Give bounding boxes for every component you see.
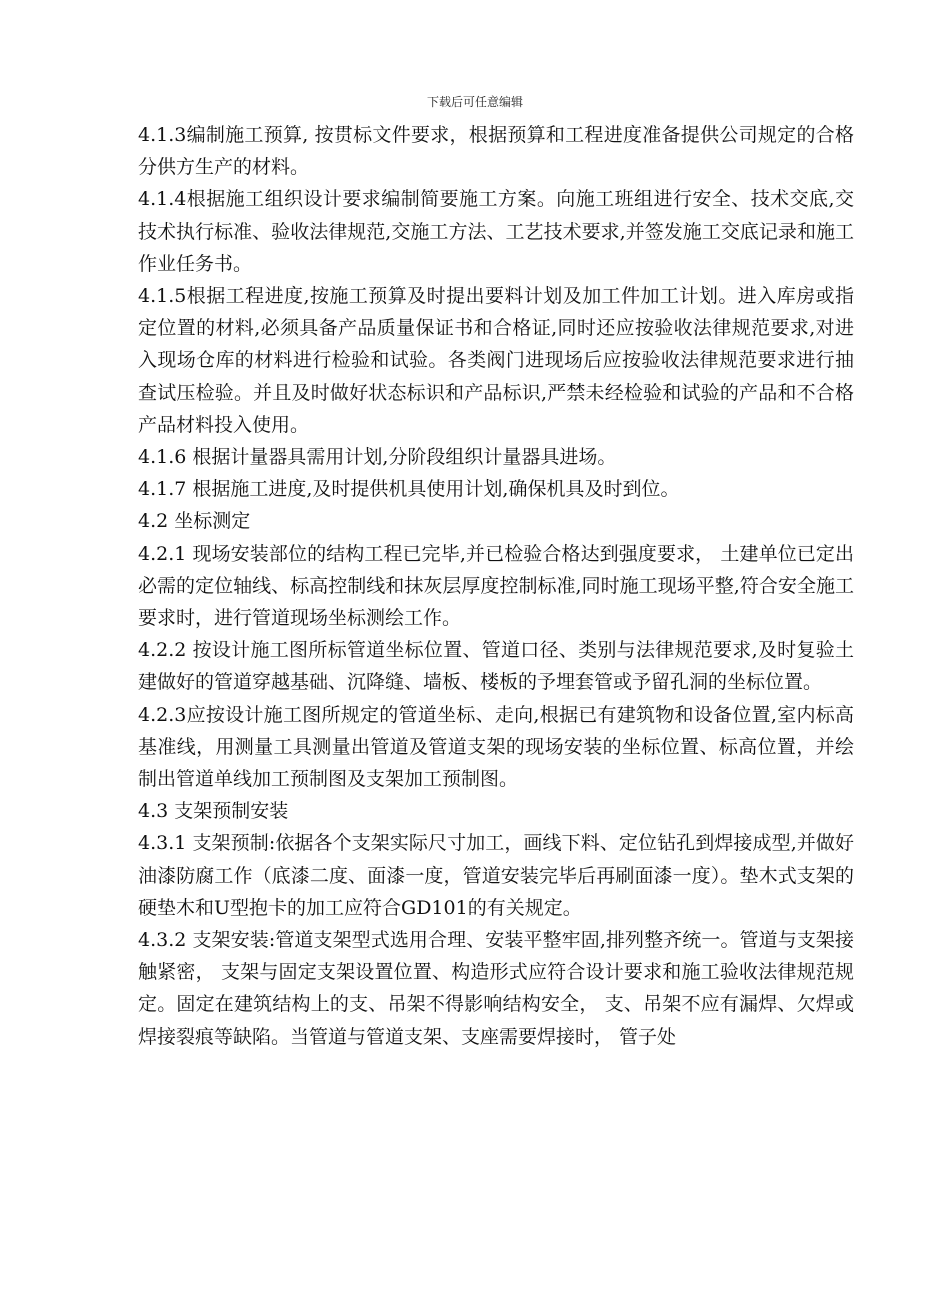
document-body — [138, 119, 854, 1053]
paragraph-4-1-5: 4.1.5根据工程进度,按施工预算及时提出要料计划及加工件加工计划。进入库房或指定位置的材料,必须具备产品质量保证书和合格证,同时还应按验收法律规范要求,对进入现场仓库的材料进行检验和试验。各类阀门进现场后应按验收法律规范要求进行抽查试压检验。并且及时做好状态标识和产品标识,严禁未经检验和试验的产品和不合格产品材料投入使用。 — [138, 285, 854, 436]
paragraph-4-1-3: 4.1.3编制施工预算, 按贯标文件要求，根据预算和工程进度准备提供公司规定的合格分供方生产的材料。 — [138, 124, 854, 179]
paragraph-4-2-2: 4.2.2 按设计施工图所标管道坐标位置、管道口径、类别与法律规范要求,及时复验土建做好的管道穿越基础、沉降缝、墙板、楼板的予埋套管或予留孔洞的坐标位置。 — [138, 639, 854, 694]
paragraph-4-1-6: 4.1.6 根据计量器具需用计划,分阶段组织计量器具进场。 — [138, 446, 617, 469]
page-header: 下载后可任意编辑 — [426, 95, 523, 109]
paragraph-4-2-3: 4.2.3应按设计施工图所规定的管道坐标、走向,根据已有建筑物和设备位置,室内标高基准线，用测量工具测量出管道及管道支架的现场安装的坐标位置、标高位置，并绘制出管道单线加工预制图及支架加工预制图。 — [138, 703, 854, 791]
section-heading-4-3: 4.3 支架预制安装 — [138, 800, 289, 823]
paragraph-4-3-1: 4.3.1 支架预制:依据各个支架实际尺寸加工，画线下料、定位钻孔到焊接成型,并做好油漆防腐工作（底漆二度、面漆一度，管道安装完毕后再刷面漆一度）。垫木式支架的硬垫木和U型抱卡的加工应符合GD101的有关规定。 — [138, 832, 854, 919]
paragraph-4-2-1: 4.2.1 现场安装部位的结构工程已完毕,并已检验合格达到强度要求， 土建单位已定出必需的定位轴线、标高控制线和抹灰层厚度控制标准,同时施工现场平整,符合安全施工要求时，进行管道现场坐标测绘工作。 — [138, 542, 854, 630]
section-heading-4-2: 4.2 坐标测定 — [138, 510, 251, 533]
paragraph-4-1-7: 4.1.7 根据施工进度,及时提供机具使用计划,确保机具及时到位。 — [138, 478, 680, 501]
paragraph-4-1-4: 4.1.4根据施工组织设计要求编制简要施工方案。向施工班组进行安全、技术交底,交技术执行标准、验收法律规范,交施工方法、工艺技术要求,并签发施工交底记录和施工作业任务书。 — [138, 188, 854, 275]
paragraph-4-3-2: 4.3.2 支架安装:管道支架型式选用合理、安装平整牢固,排列整齐统一。管道与支架接触紧密， 支架与固定支架设置位置、构造形式应符合设计要求和施工验收法律规范规定。固定在建筑结构上的支、吊架不得影响结构安全， 支、吊架不应有漏焊、欠焊或焊接裂痕等缺陷。当管道与管道支架、支座需要焊接时， 管子处 — [138, 929, 854, 1048]
